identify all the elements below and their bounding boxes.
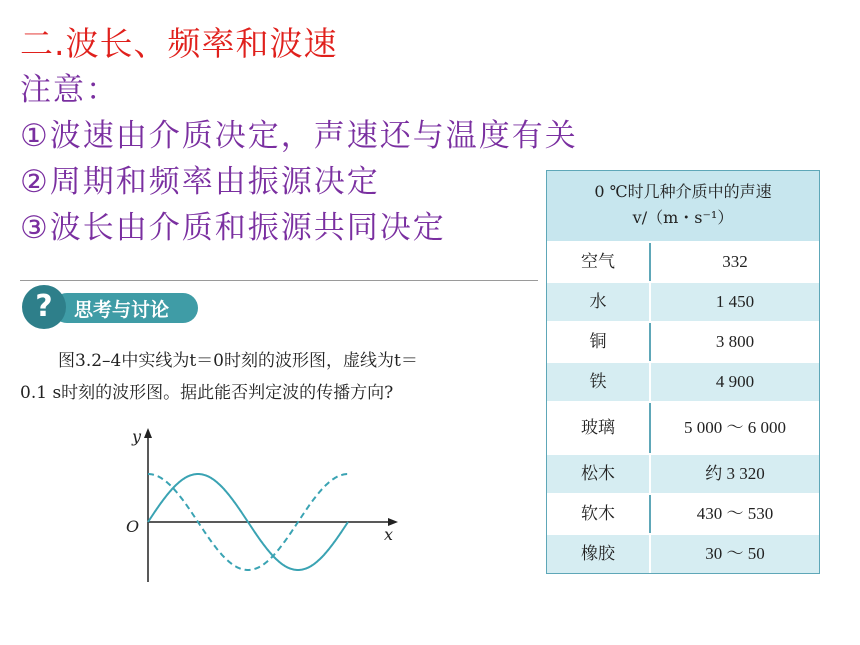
speed-cell: 3 800 [649,323,819,361]
table-title: 0 ℃时几种介质中的声速 [594,182,772,201]
table-body [547,241,819,573]
sound-speed-table [546,170,820,574]
table-unit: v/（m・s⁻¹） [632,208,734,227]
note-label: 注意： [20,72,119,108]
divider-line [20,280,538,281]
origin-label: O [126,517,140,536]
y-axis-label: y [132,427,142,446]
note-item-3: ③波长由介质和振源共同决定 [20,210,446,246]
table-row [547,401,819,453]
note-item-1: ①波速由介质决定，声速还与温度有关 [20,118,578,154]
speed-cell: 5 000 ～ 6 000 [649,403,819,453]
table-row [547,493,819,533]
note-item-2: ②周期和频率由振源决定 [20,164,380,200]
table-header [547,171,819,241]
medium-cell: 铜 [547,323,649,361]
table-row [547,321,819,361]
speed-cell: 4 900 [649,363,819,401]
table-row [547,241,819,281]
medium-cell: 橡胶 [547,535,649,573]
waveform-graph [110,422,410,592]
paragraph-line-2: 0.1 s时刻的波形图。据此能否判定波的传播方向? [20,383,394,403]
medium-cell: 软木 [547,495,649,533]
section-heading: 二.波长、频率和波速 [20,24,338,63]
think-discuss-badge [22,285,198,327]
question-icon: ? [22,285,66,329]
medium-cell: 玻璃 [547,403,649,453]
speed-cell: 1 450 [649,283,819,321]
table-row [547,453,819,493]
paragraph-line-1: 图3.2–4中实线为t＝0时刻的波形图，虚线为t＝ [58,351,418,371]
question-paragraph [20,345,540,409]
table-row [547,281,819,321]
y-axis-arrow [144,428,152,438]
speed-cell: 430 ～ 530 [649,495,819,533]
medium-cell: 水 [547,283,649,321]
badge-label: 思考与讨论 [74,299,170,321]
medium-cell: 松木 [547,455,649,493]
speed-cell: 约 3 320 [649,455,819,493]
x-axis-label: x [384,525,394,544]
speed-cell: 30 ～ 50 [649,535,819,573]
medium-cell: 空气 [547,243,649,281]
table-row [547,361,819,401]
speed-cell: 332 [649,243,819,281]
table-row [547,533,819,573]
medium-cell: 铁 [547,363,649,401]
